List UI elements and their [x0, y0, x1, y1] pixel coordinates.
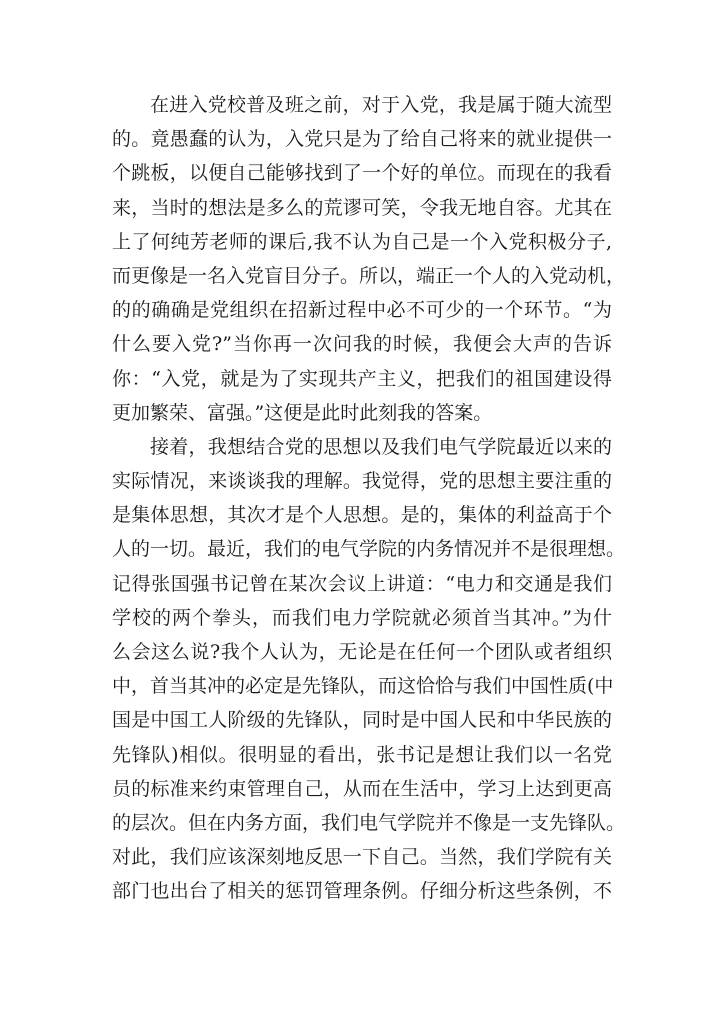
text-line: 的层次。但在内务方面，我们电气学院并不像是一支先锋队。: [112, 811, 626, 834]
paragraph-2: [112, 430, 626, 909]
text-line: 国是中国工人阶级的先锋队，同时是中国人民和中华民族的: [112, 709, 612, 732]
paragraph-1: [112, 88, 626, 430]
text-line: 是集体思想，其次才是个人思想。是的，集体的利益高于个: [112, 504, 612, 527]
text-line: 来，当时的想法是多么的荒谬可笑，令我无地自容。尤其在: [112, 196, 612, 219]
text-line: 先锋队)相似。很明显的看出，张书记是想让我们以一名党: [112, 743, 612, 766]
text-line: 上了何纯芳老师的课后,我不认为自己是一个入党积极分子,: [112, 230, 612, 253]
text-line: 而更像是一名入党盲目分子。所以，端正一个人的入党动机，: [112, 264, 626, 287]
text-line: 实际情况，来谈谈我的理解。我觉得，党的思想主要注重的: [112, 470, 612, 493]
text-line: 学校的两个拳头，而我们电力学院就必须首当其冲。”为什: [112, 606, 612, 629]
text-line: 更加繁荣、富强。”这便是此时此刻我的答案。: [112, 401, 493, 424]
text-line: 个跳板，以便自己能够找到了一个好的单位。而现在的我看: [112, 162, 612, 185]
text-line: 中，首当其冲的必定是先锋队，而这恰恰与我们中国性质(中: [112, 675, 614, 698]
text-line: 在进入党校普及班之前，对于入党，我是属于随大流型: [150, 94, 612, 116]
text-line: 部门也出台了相关的惩罚管理条例。仔细分析这些条例，不: [112, 880, 612, 903]
text-line: 人的一切。最近，我们的电气学院的内务情况并不是很理想。: [112, 538, 626, 561]
text-line: 员的标准来约束管理自己，从而在生活中，学习上达到更高: [112, 777, 612, 800]
text-line: 么会这么说?我个人认为，无论是在任何一个团队或者组织: [112, 641, 612, 663]
text-line: 的。竟愚蠢的认为，入党只是为了给自己将来的就业提供一: [112, 128, 612, 151]
text-line: 你：“入党，就是为了实现共产主义，把我们的祖国建设得: [112, 367, 612, 390]
text-line: 接着，我想结合党的思想以及我们电气学院最近以来的: [150, 435, 612, 458]
document-body: [112, 88, 626, 909]
text-line: 对此，我们应该深刻地反思一下自己。当然，我们学院有关: [112, 846, 612, 869]
text-line: 什么要入党?”当你再一次问我的时候，我便会大声的告诉: [112, 333, 612, 356]
text-line: 的的确确是党组织在招新过程中必不可少的一个环节。“为: [112, 299, 612, 322]
text-line: 记得张国强书记曾在某次会议上讲道：“电力和交通是我们: [112, 572, 612, 595]
